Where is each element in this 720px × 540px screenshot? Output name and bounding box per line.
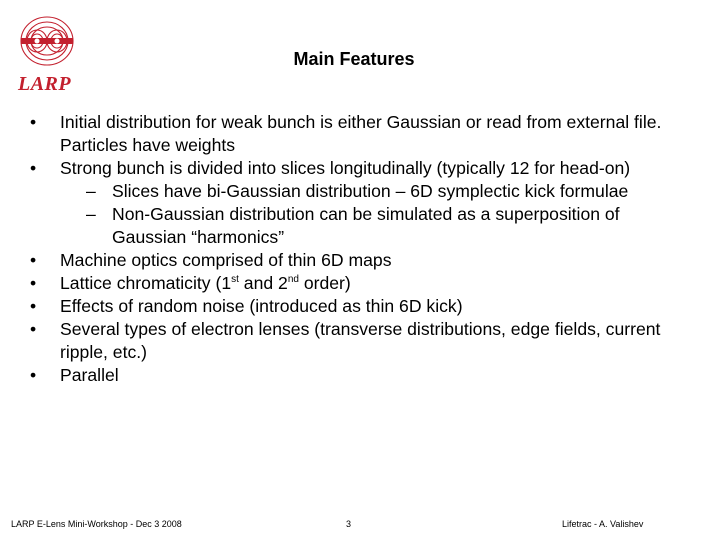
footer-event: LARP E-Lens Mini-Workshop - Dec 3 2008 xyxy=(11,519,182,529)
superscript: st xyxy=(231,274,239,286)
logo-text: LARP xyxy=(18,73,72,95)
bullet-text: Machine optics comprised of thin 6D maps xyxy=(60,250,392,270)
sub-bullet-text: Non-Gaussian distribution can be simulated as a superposition of Gaussian “harmonics” xyxy=(112,204,620,247)
sub-bullet-text: Slices have bi-Gaussian distribution – 6D symplectic kick formulae xyxy=(112,181,629,201)
bullet-item xyxy=(30,318,690,364)
bullet-marker: • xyxy=(30,319,37,339)
sub-bullet-item xyxy=(56,180,690,203)
bullet-item xyxy=(30,295,690,318)
bullet-item xyxy=(30,272,690,295)
bullet-marker: • xyxy=(30,250,37,270)
bullet-marker: • xyxy=(30,112,37,132)
text-part: order) xyxy=(298,273,351,293)
footer-author: Lifetrac - A. Valishev xyxy=(562,519,644,529)
bullet-marker: • xyxy=(30,296,37,316)
sub-bullet-item xyxy=(56,203,690,249)
text-part: and 2 xyxy=(238,273,288,293)
bullet-marker: • xyxy=(30,273,37,293)
page-number: 3 xyxy=(346,519,352,529)
slide-title: Main Features xyxy=(293,49,415,69)
bullet-item xyxy=(30,364,690,387)
bullet-text: Strong bunch is divided into slices longitudinally (typically 12 for head-on) xyxy=(60,158,631,178)
bullet-item xyxy=(30,111,690,157)
bullet-marker: • xyxy=(30,365,37,385)
bullet-item xyxy=(30,249,690,272)
bullet-marker: • xyxy=(30,158,37,178)
bullet-text xyxy=(60,273,351,293)
bullet-text: Initial distribution for weak bunch is either Gaussian or read from external file. Particles have weights xyxy=(60,112,662,155)
superscript: nd xyxy=(287,274,299,286)
bullet-list xyxy=(30,111,690,387)
dash-marker: – xyxy=(86,181,96,201)
bullet-item xyxy=(30,157,690,180)
bullet-text: Several types of electron lenses (transverse distributions, edge fields, current ripple, etc.) xyxy=(60,319,661,362)
dash-marker: – xyxy=(86,204,96,224)
bullet-text: Effects of random noise (introduced as thin 6D kick) xyxy=(60,296,463,316)
text-part: Lattice chromaticity (1 xyxy=(60,273,232,293)
bullet-text: Parallel xyxy=(60,365,119,385)
